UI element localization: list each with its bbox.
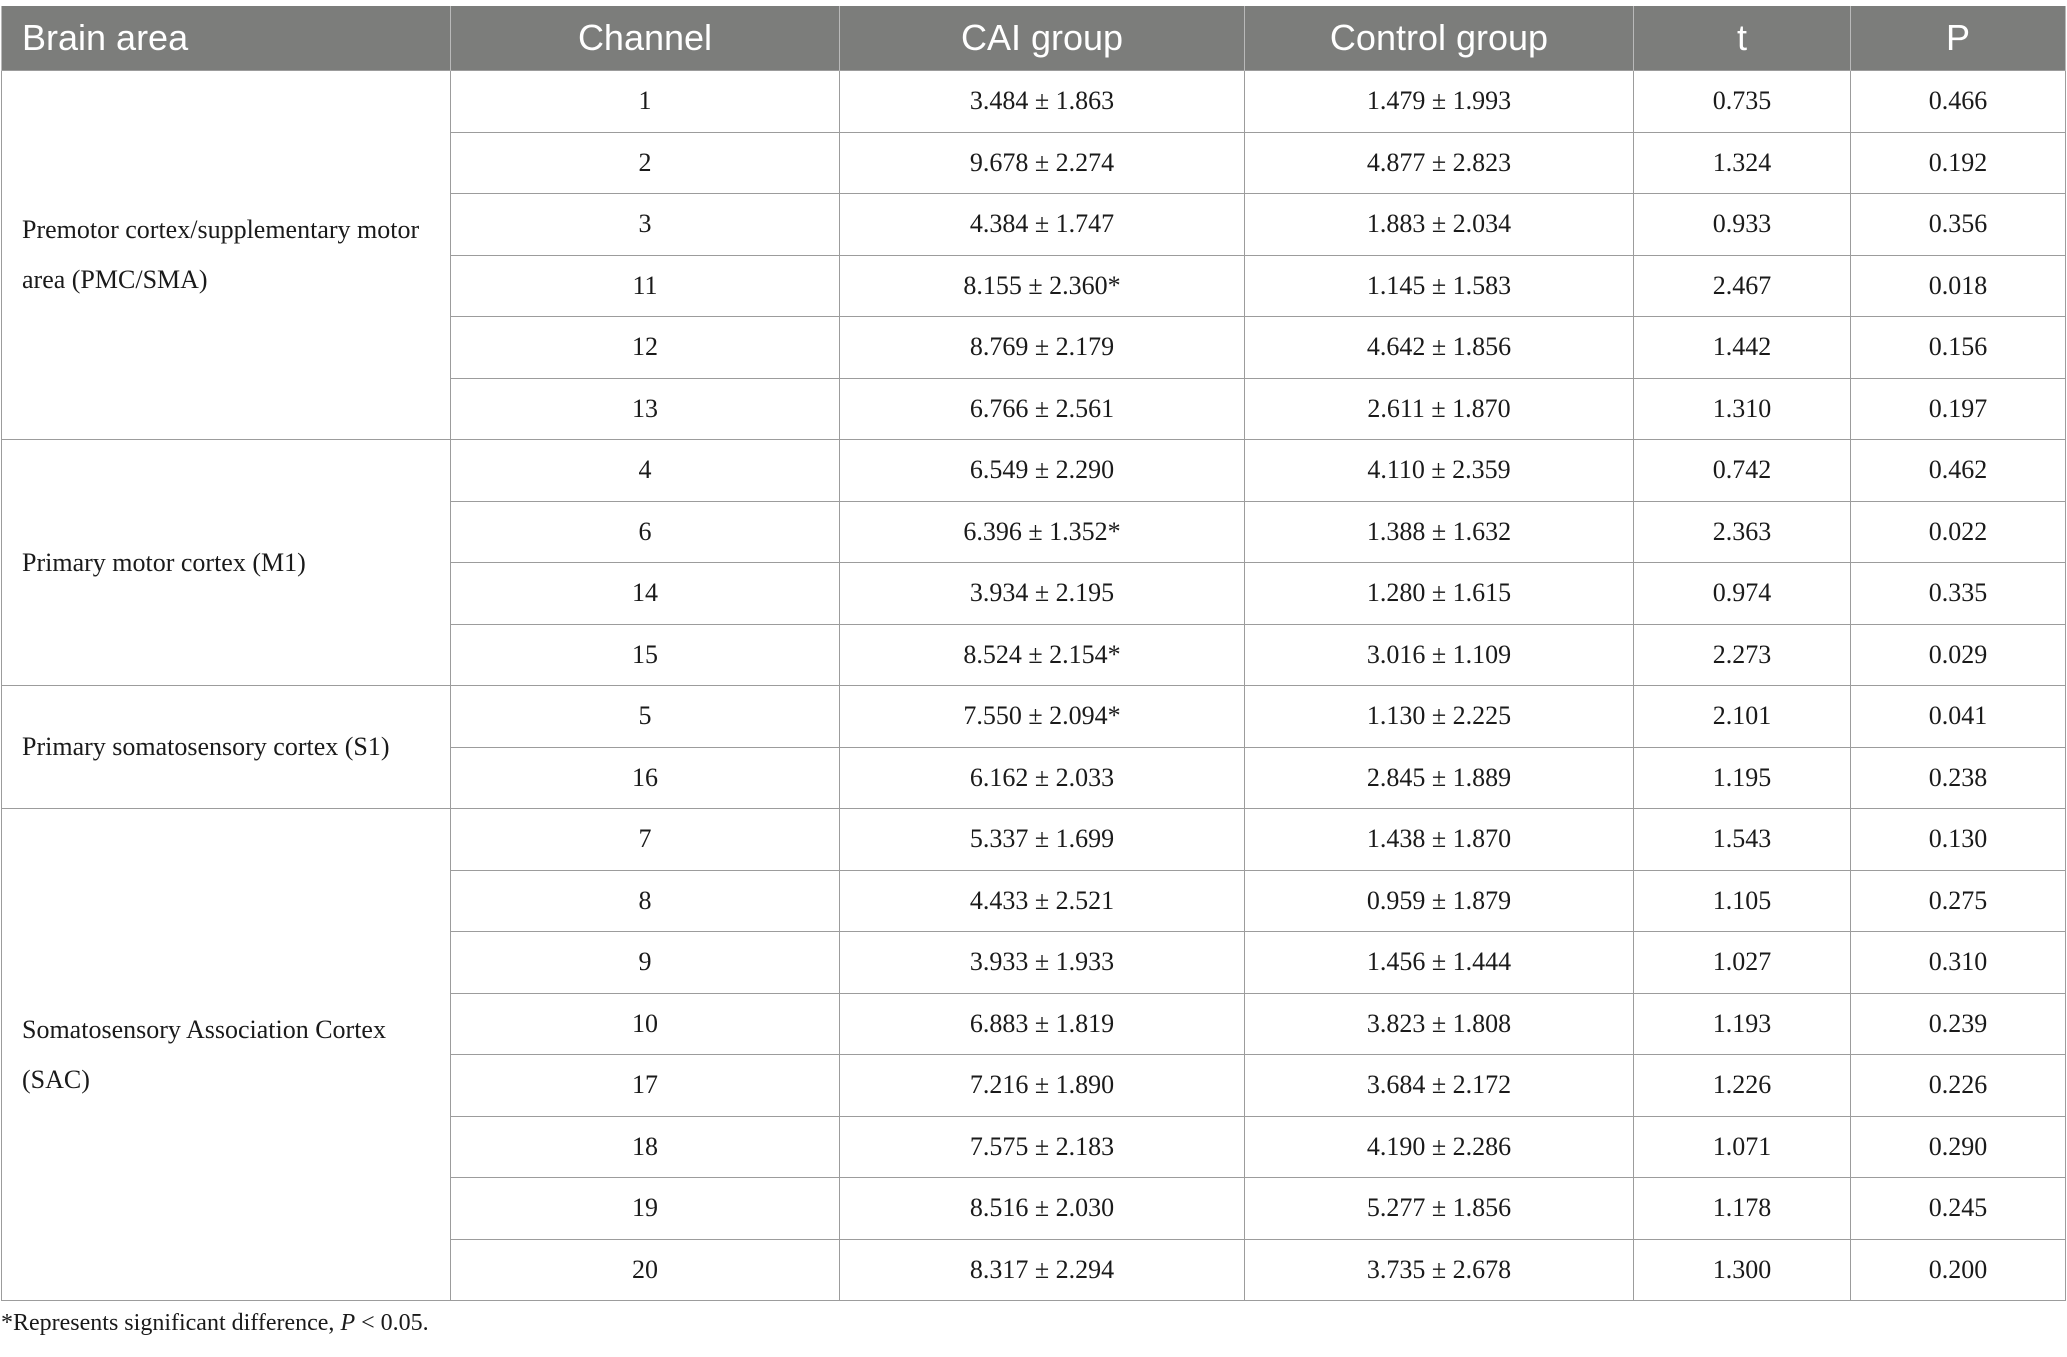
cai-group-cell: 6.162 ± 2.033 [840,747,1245,809]
control-group-cell: 3.684 ± 2.172 [1245,1055,1634,1117]
cai-group-cell: 8.155 ± 2.360* [840,255,1245,317]
cai-group-cell: 4.384 ± 1.747 [840,194,1245,256]
control-group-cell: 4.190 ± 2.286 [1245,1116,1634,1178]
channel-cell: 3 [451,194,840,256]
t-value-cell: 1.027 [1634,932,1851,994]
p-value-cell: 0.018 [1851,255,2066,317]
footnote-p-symbol: P [340,1310,356,1336]
channel-cell: 1 [451,71,840,133]
t-value-cell: 1.442 [1634,317,1851,379]
cai-group-cell: 7.575 ± 2.183 [840,1116,1245,1178]
t-value-cell: 1.324 [1634,132,1851,194]
header-cai-group: CAI group [840,6,1245,71]
p-value-cell: 0.239 [1851,993,2066,1055]
header-channel: Channel [451,6,840,71]
brain-area-cell: Primary somatosensory cortex (S1) [2,686,451,809]
results-table [1,6,2066,1301]
channel-cell: 12 [451,317,840,379]
footnote-prefix: *Represents significant difference, [1,1310,341,1336]
control-group-cell: 0.959 ± 1.879 [1245,870,1634,932]
channel-cell: 10 [451,993,840,1055]
p-value-cell: 0.197 [1851,378,2066,440]
p-value-cell: 0.029 [1851,624,2066,686]
brain-area-cell: Primary motor cortex (M1) [2,440,451,686]
cai-group-cell: 4.433 ± 2.521 [840,870,1245,932]
p-value-cell: 0.290 [1851,1116,2066,1178]
p-value-cell: 0.041 [1851,686,2066,748]
channel-cell: 15 [451,624,840,686]
table-body [2,71,2066,1301]
channel-cell: 6 [451,501,840,563]
control-group-cell: 1.883 ± 2.034 [1245,194,1634,256]
control-group-cell: 2.611 ± 1.870 [1245,378,1634,440]
t-value-cell: 2.273 [1634,624,1851,686]
control-group-cell: 1.280 ± 1.615 [1245,563,1634,625]
table-header-row [2,6,2066,71]
table-row [2,71,2066,133]
cai-group-cell: 3.933 ± 1.933 [840,932,1245,994]
control-group-cell: 1.456 ± 1.444 [1245,932,1634,994]
p-value-cell: 0.200 [1851,1239,2066,1301]
channel-cell: 2 [451,132,840,194]
cai-group-cell: 6.549 ± 2.290 [840,440,1245,502]
channel-cell: 16 [451,747,840,809]
channel-cell: 7 [451,809,840,871]
brain-area-cell: Somatosensory Association Cortex (SAC) [2,809,451,1301]
p-value-cell: 0.156 [1851,317,2066,379]
header-brain-area: Brain area [2,6,451,71]
t-value-cell: 0.933 [1634,194,1851,256]
t-value-cell: 0.974 [1634,563,1851,625]
control-group-cell: 4.642 ± 1.856 [1245,317,1634,379]
header-control-group: Control group [1245,6,1634,71]
table-row [2,809,2066,871]
channel-cell: 19 [451,1178,840,1240]
cai-group-cell: 6.396 ± 1.352* [840,501,1245,563]
t-value-cell: 1.300 [1634,1239,1851,1301]
control-group-cell: 1.388 ± 1.632 [1245,501,1634,563]
t-value-cell: 1.543 [1634,809,1851,871]
control-group-cell: 4.110 ± 2.359 [1245,440,1634,502]
cai-group-cell: 7.216 ± 1.890 [840,1055,1245,1117]
control-group-cell: 1.479 ± 1.993 [1245,71,1634,133]
cai-group-cell: 7.550 ± 2.094* [840,686,1245,748]
control-group-cell: 1.145 ± 1.583 [1245,255,1634,317]
control-group-cell: 1.438 ± 1.870 [1245,809,1634,871]
p-value-cell: 0.356 [1851,194,2066,256]
t-value-cell: 1.226 [1634,1055,1851,1117]
channel-cell: 4 [451,440,840,502]
control-group-cell: 3.016 ± 1.109 [1245,624,1634,686]
t-value-cell: 1.105 [1634,870,1851,932]
cai-group-cell: 8.524 ± 2.154* [840,624,1245,686]
p-value-cell: 0.462 [1851,440,2066,502]
t-value-cell: 2.101 [1634,686,1851,748]
t-value-cell: 1.193 [1634,993,1851,1055]
table-row [2,440,2066,502]
p-value-cell: 0.245 [1851,1178,2066,1240]
p-value-cell: 0.310 [1851,932,2066,994]
t-value-cell: 0.735 [1634,71,1851,133]
cai-group-cell: 9.678 ± 2.274 [840,132,1245,194]
control-group-cell: 4.877 ± 2.823 [1245,132,1634,194]
p-value-cell: 0.335 [1851,563,2066,625]
control-group-cell: 2.845 ± 1.889 [1245,747,1634,809]
cai-group-cell: 6.883 ± 1.819 [840,993,1245,1055]
channel-cell: 17 [451,1055,840,1117]
table-row [2,686,2066,748]
channel-cell: 18 [451,1116,840,1178]
p-value-cell: 0.226 [1851,1055,2066,1117]
channel-cell: 8 [451,870,840,932]
cai-group-cell: 8.516 ± 2.030 [840,1178,1245,1240]
p-value-cell: 0.130 [1851,809,2066,871]
channel-cell: 13 [451,378,840,440]
t-value-cell: 1.195 [1634,747,1851,809]
p-value-cell: 0.275 [1851,870,2066,932]
t-value-cell: 1.178 [1634,1178,1851,1240]
cai-group-cell: 8.769 ± 2.179 [840,317,1245,379]
channel-cell: 11 [451,255,840,317]
header-t: t [1634,6,1851,71]
control-group-cell: 3.823 ± 1.808 [1245,993,1634,1055]
p-value-cell: 0.466 [1851,71,2066,133]
cai-group-cell: 6.766 ± 2.561 [840,378,1245,440]
p-value-cell: 0.238 [1851,747,2066,809]
channel-cell: 9 [451,932,840,994]
control-group-cell: 5.277 ± 1.856 [1245,1178,1634,1240]
cai-group-cell: 3.934 ± 2.195 [840,563,1245,625]
channel-cell: 20 [451,1239,840,1301]
t-value-cell: 1.310 [1634,378,1851,440]
p-value-cell: 0.022 [1851,501,2066,563]
channel-cell: 5 [451,686,840,748]
t-value-cell: 2.363 [1634,501,1851,563]
channel-cell: 14 [451,563,840,625]
cai-group-cell: 5.337 ± 1.699 [840,809,1245,871]
t-value-cell: 1.071 [1634,1116,1851,1178]
brain-area-cell: Premotor cortex/supplementary motor area (PMC/SMA) [2,71,451,440]
t-value-cell: 2.467 [1634,255,1851,317]
cai-group-cell: 3.484 ± 1.863 [840,71,1245,133]
footnote [1,1310,429,1337]
t-value-cell: 0.742 [1634,440,1851,502]
control-group-cell: 3.735 ± 2.678 [1245,1239,1634,1301]
header-p: P [1851,6,2066,71]
footnote-suffix: < 0.05. [355,1310,429,1336]
control-group-cell: 1.130 ± 2.225 [1245,686,1634,748]
cai-group-cell: 8.317 ± 2.294 [840,1239,1245,1301]
p-value-cell: 0.192 [1851,132,2066,194]
